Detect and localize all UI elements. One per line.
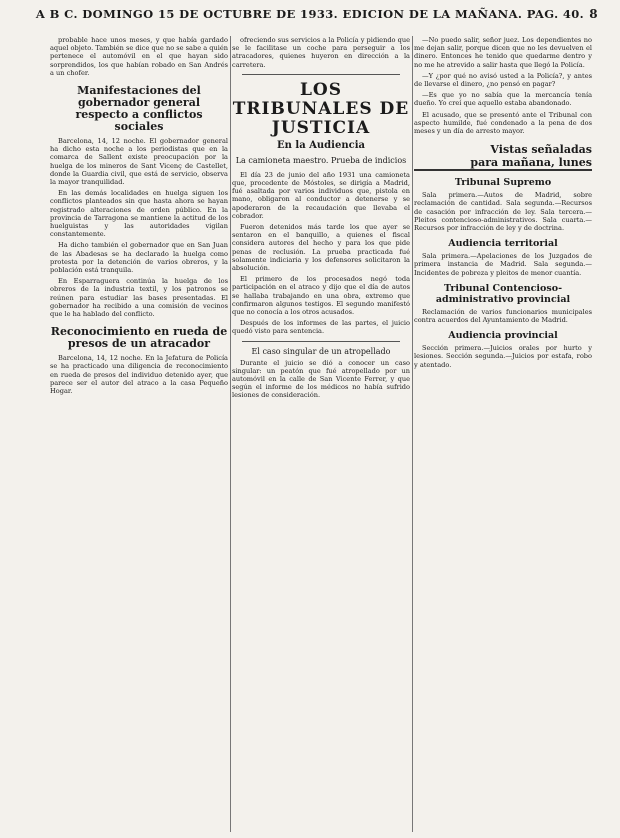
column-left [50,36,228,832]
column-right [414,36,592,832]
article-text: Después de los informes de las partes, el juicio quedó visto para sentencia. [232,319,410,336]
divider [242,341,400,342]
case-title: La camioneta maestro. Prueba de indicios [235,155,407,165]
divider [242,74,400,75]
article-text: Sala primera.—Autos de Madrid, sobre reclamación de cantidad. Sala segunda.—Recursos de casación por infracción de ley. Sala tercera.—Pleitos contencioso-administrativos. Sala cuarta.—Recursos por infracción de ley y de doctrina. [414,191,592,233]
article-heading: Reconocimiento en rueda de presos de un atracador [50,325,228,351]
box-title: El caso singular de un atropellado [251,346,391,356]
article-text: Sección primera.—Juicios orales por hurto y lesiones. Sección segunda.—Juicios por estafa, robo y atentado. [414,344,592,369]
vistas-subheading: para mañana, lunes [414,156,592,171]
article-text: —Es que yo no sabía que la mercancía tenía dueño. Yo creí que aquello estaba abandonado. [414,91,592,108]
article-text: En las demás localidades en huelga siguen los conflictos planteados sin que hasta ahora se hayan registrado alteraciones de orden público. En la provincia de Tarragona se mantiene la actitud de los huelguistas y las autoridades vigilan constantemente. [50,189,228,239]
vistas-heading: Vistas señaladas [490,143,592,157]
article-heading: Manifestaciones del gobernador general respecto a conflictos sociales [75,84,203,134]
court-heading: Tribunal Contencioso-administrativo provincial [435,282,571,305]
article-text: El día 23 de junio del año 1931 una camioneta que, procedente de Móstoles, se dirigía a Madrid, fué asaltada por varios individuos que, pistola en mano, obligaron al conductor a detenerse y se apoderaron de la recaudación que llevaba el cobrador. [232,170,410,220]
section-title: LOS TRIBUNALES DE JUSTICIA [232,79,410,138]
section-subtitle: En la Audiencia [277,139,365,151]
article-text: —No puedo salir, señor juez. Los dependientes no me dejan salir, porque dicen que no les devuelven el dinero. Entonces he tenido que quedarme dentro y no me he atrevido a salir hasta que llegó la Policía. [414,36,592,69]
page-mark: 8 [589,7,598,21]
article-text: Fueron detenidos más tarde los que ayer se sentaron en el banquillo, a quienes el fiscal considera autores del hecho y para los que pide penas de reclusión. La prueba practicada fué solamente indiciaria y los defensores solicitaron la absolución. [232,223,410,273]
article-text: Sala primera.—Apelaciones de los Juzgados de primera instancia de Madrid. Sala segunda.—Incidentes de pobreza y pleitos de menor cuantía. [414,252,592,277]
article-text: probable hace unos meses, y que había gardado aquel objeto. También se dice que no se sabe a quién pertenece el automóvil en el que hayan sido sorprendidos, los que habían robado en San Andrés a un chofer. [50,36,228,77]
column-divider [230,36,231,832]
article-text: Reclamación de varios funcionarios municipales contra acuerdos del Ayuntamiento de Madrid. [414,307,592,325]
header-title: A B C. DOMINGO 15 DE OCTUBRE DE 1933. EDICION DE LA MAÑANA. PAG. 40. [35,7,585,21]
court-heading: Audiencia provincial [448,330,558,342]
court-heading: Tribunal Supremo [454,177,552,189]
column-middle [232,36,410,832]
page-header [0,0,620,28]
article-text: En Esparraguera continúa la huelga de los obreros de la industria textil, y los patronos se reúnen para estudiar las bases presentadas. El gobernador ha recibido a una comisión de vecinos que le ha hablado del conflicto. [50,277,228,319]
article-text: Ha dicho también el gobernador que en San Juan de las Abadesas se ha declarado la huelga como protesta por la detención de varios obreros, y la población está tranquila. [50,241,228,275]
article-text: El acusado, que se presentó ante el Tribunal con aspecto humilde, fué condenado a la pena de dos meses y un día de arresto mayor. [414,110,592,136]
court-heading: Audiencia territorial [448,238,558,250]
article-text: Barcelona, 14, 12 noche. El gobernador general ha dicho esta noche a los periodistas que en la comarca de Sallent existe preocupación por la huelga de los mineros de Sant Vicenç de Castellet, donde la Guardia civil, que está de servicio, observa la mayor tranquilidad. [50,137,228,187]
article-text: Barcelona, 14, 12 noche. En la Jefatura de Policía se ha practicado una diligencia de reconocimiento en rueda de presos del individuo detenido ayer, que parece ser el autor del atraco a la casa Pequeño Hogar. [50,354,228,396]
column-divider [412,36,413,832]
article-text: Durante el juicio se dió a conocer un caso singular: un peatón que fué atropellado por un automóvil en la calle de San Vicente Ferrer, y que según el informe de los médicos no había sufrido lesiones de consideración. [232,358,410,400]
article-text: El primero de los procesados negó toda participación en el atraco y dijo que el día de autos se hallaba trabajando en una obra, extremo que confirmaron algunos testigos. El segundo manifestó que no conocía a los otros acusados. [232,275,410,317]
article-text: —Y ¿por qué no avisó usted a la Policía?, y antes de llevarse el dinero, ¿no pensó en pagar? [414,71,592,89]
article-text: ofreciendo sus servicios a la Policía y pidiendo que se le facilitase un coche para perseguir a los atracadores, quienes huyeron en dirección a la carretera. [232,36,410,69]
